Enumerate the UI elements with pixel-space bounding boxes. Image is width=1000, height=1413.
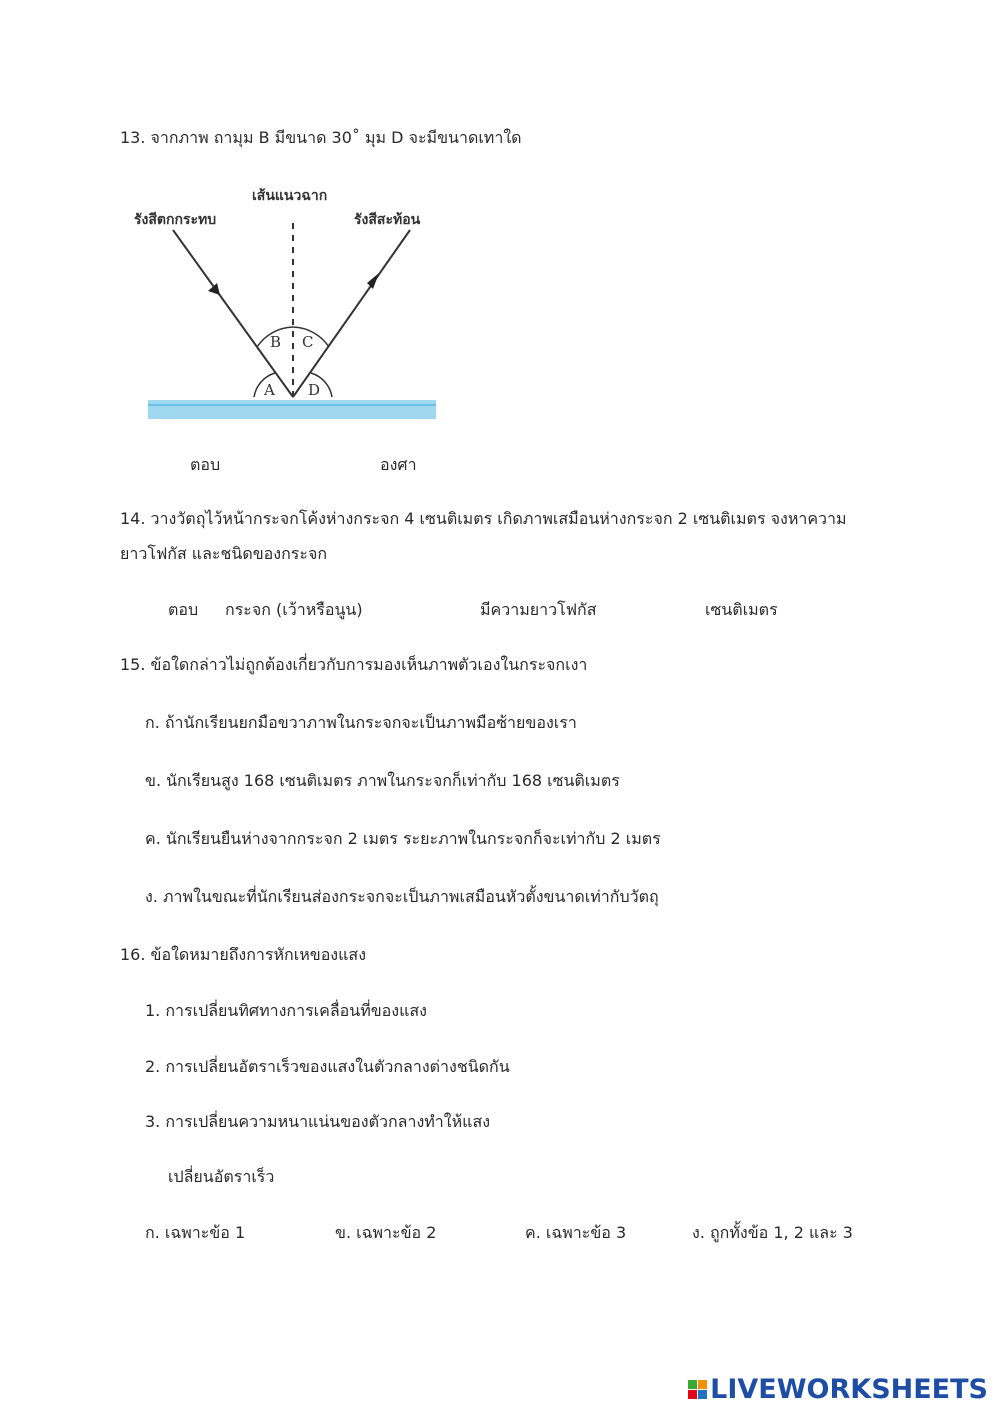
angle-b-label: B <box>270 333 282 351</box>
liveworksheets-logo-icon <box>688 1380 707 1399</box>
q16-choice-a: ก. เฉพาะข้อ 1 <box>145 1223 246 1242</box>
angle-a-label: A <box>264 381 275 399</box>
reflection-diagram <box>120 175 460 435</box>
mirror-surface <box>148 400 436 419</box>
q14-focal-label: มีความยาวโฟกัส <box>480 600 597 619</box>
q14-mirror-type: กระจก (เว้าหรือนูน) <box>225 600 363 619</box>
q13-answer-unit: องศา <box>380 455 417 474</box>
q16-choice-b: ข. เฉพาะข้อ 2 <box>335 1223 437 1242</box>
angle-c-label: C <box>302 333 314 351</box>
incident-ray <box>173 230 293 397</box>
q13-question: 13. จากภาพ ถามุม B มีขนาด 30˚ มุม D จะมีขนาดเทาใด <box>120 128 522 147</box>
q15-option-c: ค. นักเรียนยืนห่างจากกระจก 2 เมตร ระยะภาพในกระจกก็จะเท่ากับ 2 เมตร <box>145 829 661 848</box>
q16-choice-c: ค. เฉพาะข้อ 3 <box>525 1223 627 1242</box>
q14-question-line1: 14. วางวัตถุไว้หน้ากระจกโค้งห่างกระจก 4 เซนติเมตร เกิดภาพเสมือนห่างกระจก 2 เซนติเมตร จงหาความ <box>120 509 847 528</box>
q16-statement-2: 2. การเปลี่ยนอัตราเร็วของแสงในตัวกลางต่างชนิดกัน <box>145 1057 510 1076</box>
normal-line-label: เส้นแนวฉาก <box>252 188 328 204</box>
q16-question: 16. ข้อใดหมายถึงการหักเหของแสง <box>120 945 366 964</box>
q15-option-a: ก. ถ้านักเรียนยกมือขวาภาพในกระจกจะเป็นภาพมือซ้ายของเรา <box>145 713 577 732</box>
q15-option-d: ง. ภาพในขณะที่นักเรียนส่องกระจกจะเป็นภาพเสมือนหัวตั้งขนาดเท่ากับวัตถุ <box>145 887 659 906</box>
q15-question: 15. ข้อใดกล่าวไม่ถูกต้องเกี่ยวกับการมองเห็นภาพตัวเองในกระจกเงา <box>120 655 588 674</box>
q14-unit: เซนติเมตร <box>705 600 778 619</box>
angle-d-label: D <box>308 381 321 399</box>
reflected-ray <box>293 230 410 397</box>
q16-statement-1: 1. การเปลี่ยนทิศทางการเคลื่อนที่ของแสง <box>145 1001 427 1020</box>
incident-arrow-icon <box>208 283 220 295</box>
reflected-ray-label: รังสีสะท้อน <box>354 212 421 228</box>
liveworksheets-logo-text: LIVEWORKSHEETS <box>710 1374 988 1405</box>
q16-choice-d: ง. ถูกทั้งข้อ 1, 2 และ 3 <box>692 1223 853 1242</box>
q13-answer-label: ตอบ <box>190 455 221 474</box>
q16-statement-3: 3. การเปลี่ยนความหนาแน่นของตัวกลางทำให้แสง <box>145 1112 491 1131</box>
incident-ray-label: รังสีตกกระทบ <box>134 212 217 228</box>
q14-answer-label: ตอบ <box>168 600 199 619</box>
q14-question-line2: ยาวโฟกัส และชนิดของกระจก <box>120 544 327 563</box>
reflected-arrow-icon <box>367 273 379 289</box>
q16-statement-3-cont: เปลี่ยนอัตราเร็ว <box>168 1167 275 1186</box>
liveworksheets-logo[interactable] <box>688 1374 988 1405</box>
q15-option-b: ข. นักเรียนสูง 168 เซนติเมตร ภาพในกระจกก็เท่ากับ 168 เซนติเมตร <box>145 771 620 790</box>
